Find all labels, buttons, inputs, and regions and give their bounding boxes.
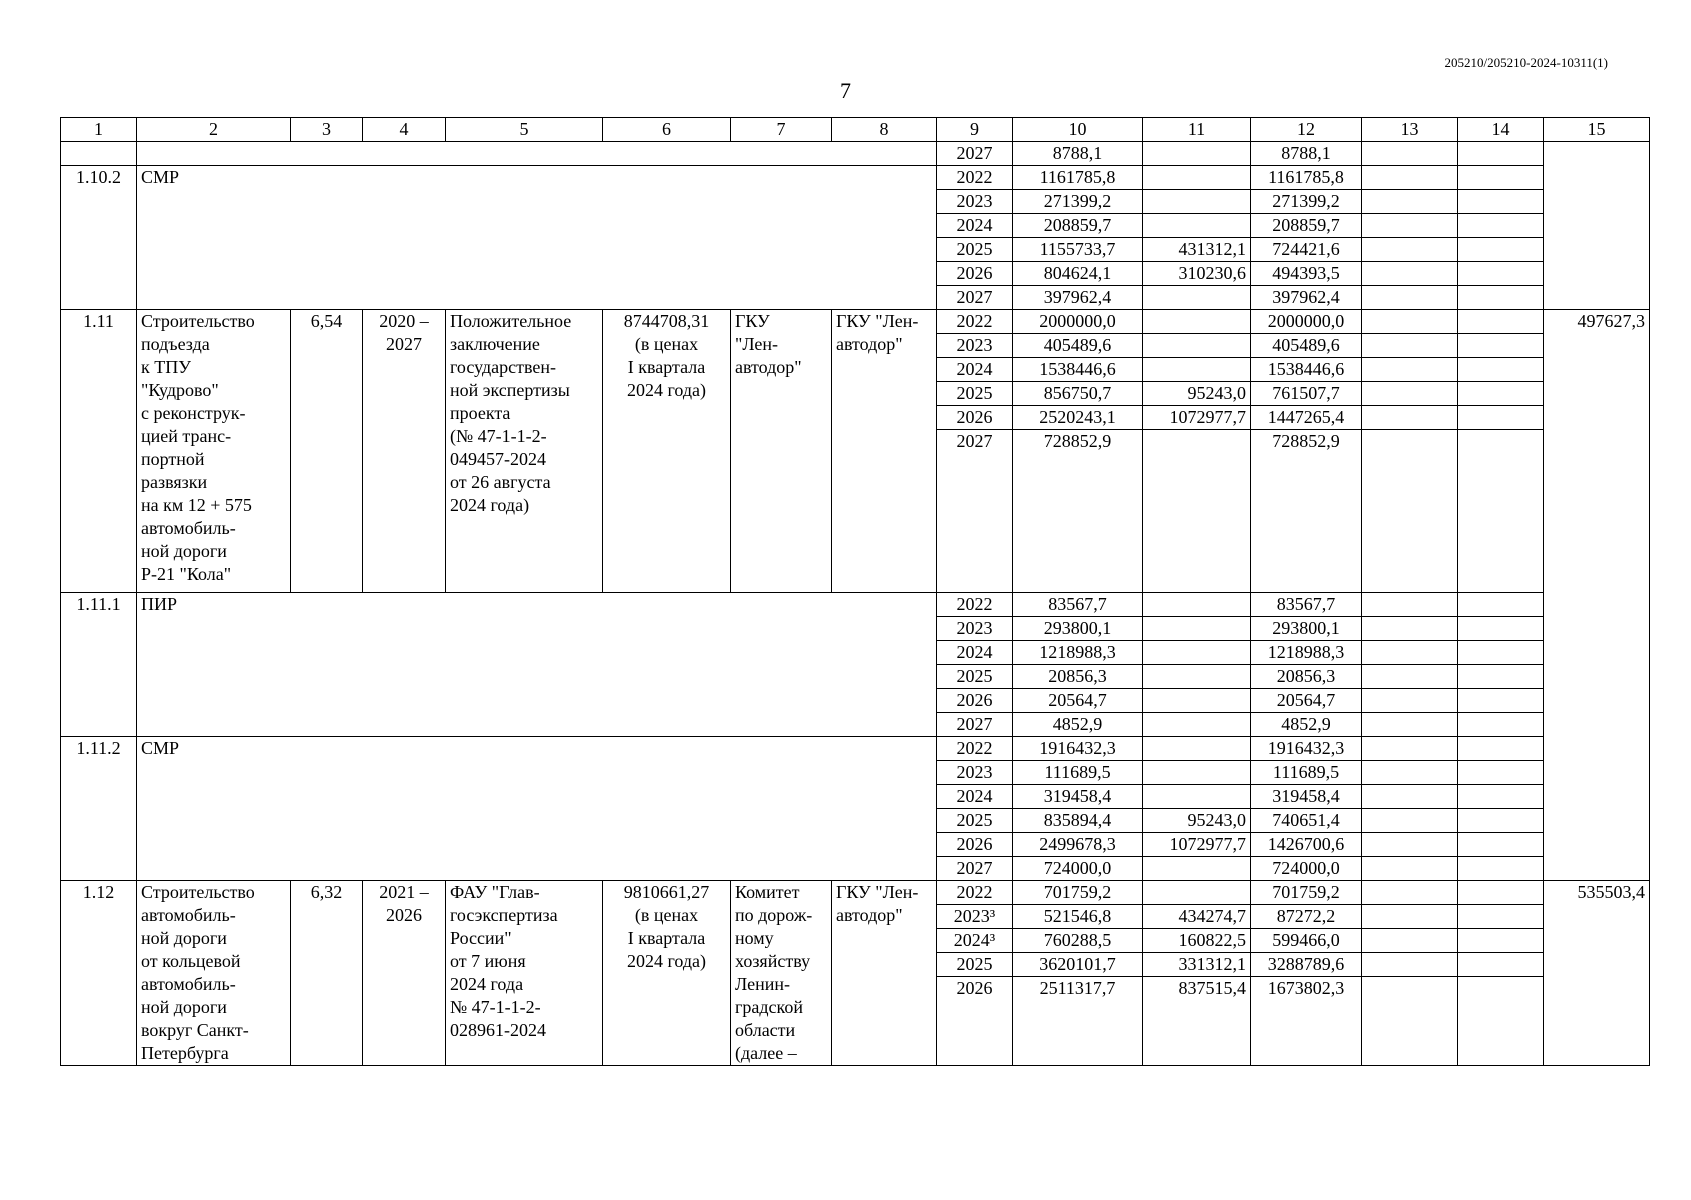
total-cell: 271399,2: [1013, 190, 1143, 214]
regional-cell: 20856,3: [1251, 665, 1362, 689]
regional-cell: 208859,7: [1251, 214, 1362, 238]
total-cell: 208859,7: [1013, 214, 1143, 238]
regional-cell: 740651,4: [1251, 809, 1362, 833]
total-cell: 4852,9: [1013, 713, 1143, 737]
empty-cell: [1362, 310, 1458, 334]
federal-cell: 160822,5: [1143, 929, 1251, 953]
column-header: 9: [937, 118, 1013, 142]
empty-cell: [1458, 785, 1544, 809]
table-row: [61, 142, 1650, 166]
page-number: 7: [840, 78, 851, 103]
total-cell: 20856,3: [1013, 665, 1143, 689]
item-name: СМР: [137, 737, 937, 881]
federal-cell: 331312,1: [1143, 953, 1251, 977]
regional-cell: 728852,9: [1251, 430, 1362, 593]
empty-cell: [1458, 953, 1544, 977]
customer-cell: ГКУ "Лен- автодор": [731, 310, 832, 593]
empty-cell: [137, 142, 937, 166]
empty-cell: [1458, 881, 1544, 905]
empty-cell: [1458, 358, 1544, 382]
year-cell: 2022: [937, 881, 1013, 905]
empty-cell: [1362, 953, 1458, 977]
year-cell: 2026: [937, 406, 1013, 430]
empty-cell: [1362, 334, 1458, 358]
federal-cell: 95243,0: [1143, 809, 1251, 833]
table-row: [61, 166, 1650, 190]
federal-cell: [1143, 785, 1251, 809]
total-cell: 804624,1: [1013, 262, 1143, 286]
total-cell: 83567,7: [1013, 593, 1143, 617]
federal-cell: 95243,0: [1143, 382, 1251, 406]
regional-cell: 1161785,8: [1251, 166, 1362, 190]
regional-cell: 1218988,3: [1251, 641, 1362, 665]
table-row: [61, 593, 1650, 617]
federal-cell: [1143, 689, 1251, 713]
empty-cell: [1458, 977, 1544, 1066]
year-cell: 2026: [937, 689, 1013, 713]
empty-cell: [1458, 593, 1544, 617]
federal-cell: [1143, 286, 1251, 310]
total-cell: 724000,0: [1013, 857, 1143, 881]
table-row: [61, 310, 1650, 334]
column-header: 6: [603, 118, 731, 142]
item-name: Строительство подъезда к ТПУ "Кудрово" с реконструк- цией транс- портной развязки на км 12 + 575 автомобиль- ной дороги Р-21 "Кола": [137, 310, 291, 593]
empty-cell: [1362, 761, 1458, 785]
column-header: 2: [137, 118, 291, 142]
empty-cell: [1458, 262, 1544, 286]
empty-cell: [1362, 905, 1458, 929]
item-number: 1.11.2: [61, 737, 137, 881]
regional-cell: 293800,1: [1251, 617, 1362, 641]
regional-cell: 494393,5: [1251, 262, 1362, 286]
total-cell: 760288,5: [1013, 929, 1143, 953]
empty-cell: [1362, 713, 1458, 737]
federal-cell: 1072977,7: [1143, 833, 1251, 857]
empty-cell: [1362, 358, 1458, 382]
customer-cell: Комитет по дорож- ному хозяйству Ленин- градской области (далее –: [731, 881, 832, 1066]
regional-cell: 405489,6: [1251, 334, 1362, 358]
total-cell: 701759,2: [1013, 881, 1143, 905]
empty-cell: [1362, 665, 1458, 689]
total-cell: 728852,9: [1013, 430, 1143, 593]
total-cell: 1916432,3: [1013, 737, 1143, 761]
year-cell: 2026: [937, 977, 1013, 1066]
empty-cell: [1458, 406, 1544, 430]
item-name: СМР: [137, 166, 937, 310]
total-cell: 2000000,0: [1013, 310, 1143, 334]
column-header: 5: [446, 118, 603, 142]
total-cell: 1538446,6: [1013, 358, 1143, 382]
federal-cell: [1143, 761, 1251, 785]
empty-cell: [1362, 382, 1458, 406]
federal-cell: [1143, 430, 1251, 593]
empty-cell: [1362, 881, 1458, 905]
year-cell: 2024: [937, 641, 1013, 665]
empty-cell: [1362, 262, 1458, 286]
federal-cell: [1143, 617, 1251, 641]
empty-cell: [1362, 238, 1458, 262]
total-cell: 8788,1: [1013, 142, 1143, 166]
regional-cell: 87272,2: [1251, 905, 1362, 929]
federal-cell: [1143, 334, 1251, 358]
total-cell: 3620101,7: [1013, 953, 1143, 977]
item-number: 1.12: [61, 881, 137, 1066]
empty-cell: [1362, 430, 1458, 593]
col15-cell: 535503,4: [1544, 881, 1650, 1066]
federal-cell: [1143, 358, 1251, 382]
federal-cell: [1143, 641, 1251, 665]
empty-cell: [1458, 310, 1544, 334]
federal-cell: [1143, 737, 1251, 761]
empty-cell: [1458, 617, 1544, 641]
column-header: 1: [61, 118, 137, 142]
empty-cell: [1458, 929, 1544, 953]
total-cell: 397962,4: [1013, 286, 1143, 310]
empty-cell: [1362, 641, 1458, 665]
column-header: 11: [1143, 118, 1251, 142]
empty-cell: [1362, 737, 1458, 761]
column-header: 15: [1544, 118, 1650, 142]
federal-cell: [1143, 214, 1251, 238]
total-cell: 293800,1: [1013, 617, 1143, 641]
column-header: 4: [363, 118, 446, 142]
empty-cell: [1362, 190, 1458, 214]
total-cell: 1155733,7: [1013, 238, 1143, 262]
year-cell: 2023: [937, 334, 1013, 358]
empty-cell: [1362, 142, 1458, 166]
total-cell: 2511317,7: [1013, 977, 1143, 1066]
year-cell: 2024: [937, 214, 1013, 238]
regional-cell: 3288789,6: [1251, 953, 1362, 977]
empty-cell: [1362, 617, 1458, 641]
period-cell: 2020 – 2027: [363, 310, 446, 593]
table-row: [61, 737, 1650, 761]
year-cell: 2027: [937, 286, 1013, 310]
federal-cell: 434274,7: [1143, 905, 1251, 929]
period-cell: 2021 – 2026: [363, 881, 446, 1066]
total-cell: 1161785,8: [1013, 166, 1143, 190]
empty-cell: [1362, 929, 1458, 953]
regional-cell: 701759,2: [1251, 881, 1362, 905]
regional-cell: 1426700,6: [1251, 833, 1362, 857]
regional-cell: 1916432,3: [1251, 737, 1362, 761]
empty-cell: [1458, 857, 1544, 881]
regional-cell: 271399,2: [1251, 190, 1362, 214]
federal-cell: 837515,4: [1143, 977, 1251, 1066]
year-cell: 2023: [937, 617, 1013, 641]
expertise-cell: ФАУ "Глав- госэкспертиза России" от 7 июня 2024 года № 47-1-1-2- 028961-2024: [446, 881, 603, 1066]
year-cell: 2022: [937, 593, 1013, 617]
empty-cell: [1362, 833, 1458, 857]
empty-cell: [1458, 809, 1544, 833]
column-header: 13: [1362, 118, 1458, 142]
empty-cell: [1458, 382, 1544, 406]
federal-cell: [1143, 665, 1251, 689]
regional-cell: 599466,0: [1251, 929, 1362, 953]
empty-cell: [1458, 761, 1544, 785]
empty-cell: [1458, 905, 1544, 929]
column-header: 14: [1458, 118, 1544, 142]
empty-cell: [1458, 430, 1544, 593]
year-cell: 2027: [937, 713, 1013, 737]
federal-cell: [1143, 142, 1251, 166]
total-cell: 2520243,1: [1013, 406, 1143, 430]
empty-cell: [1362, 593, 1458, 617]
item-number: 1.11.1: [61, 593, 137, 737]
empty-cell: [1458, 641, 1544, 665]
item-number: 1.10.2: [61, 166, 137, 310]
federal-cell: 1072977,7: [1143, 406, 1251, 430]
year-cell: 2023³: [937, 905, 1013, 929]
developer-cell: ГКУ "Лен- автодор": [832, 881, 937, 1066]
federal-cell: [1143, 881, 1251, 905]
cost-cell: 8744708,31 (в ценах I квартала 2024 года): [603, 310, 731, 593]
regional-cell: 8788,1: [1251, 142, 1362, 166]
regional-cell: 20564,7: [1251, 689, 1362, 713]
federal-cell: [1143, 593, 1251, 617]
table-row: [61, 881, 1650, 905]
empty-cell: [1458, 737, 1544, 761]
empty-cell: [1362, 286, 1458, 310]
year-cell: 2022: [937, 310, 1013, 334]
year-cell: 2025: [937, 382, 1013, 406]
regional-cell: 1673802,3: [1251, 977, 1362, 1066]
empty-cell: [1362, 689, 1458, 713]
column-header: 7: [731, 118, 832, 142]
regional-cell: 1447265,4: [1251, 406, 1362, 430]
column-header: 10: [1013, 118, 1143, 142]
regional-cell: 83567,7: [1251, 593, 1362, 617]
year-cell: 2027: [937, 142, 1013, 166]
empty-cell: [1362, 977, 1458, 1066]
federal-cell: [1143, 166, 1251, 190]
table-body: [61, 142, 1650, 1066]
regional-cell: 4852,9: [1251, 713, 1362, 737]
empty-cell: [1458, 238, 1544, 262]
year-cell: 2024: [937, 785, 1013, 809]
federal-cell: [1143, 310, 1251, 334]
regional-cell: 1538446,6: [1251, 358, 1362, 382]
year-cell: 2025: [937, 953, 1013, 977]
empty-cell: [1458, 334, 1544, 358]
empty-cell: [1458, 689, 1544, 713]
total-cell: 20564,7: [1013, 689, 1143, 713]
federal-cell: [1143, 190, 1251, 214]
year-cell: 2026: [937, 833, 1013, 857]
empty-cell: [1362, 214, 1458, 238]
regional-cell: 397962,4: [1251, 286, 1362, 310]
regional-cell: 724421,6: [1251, 238, 1362, 262]
year-cell: 2027: [937, 857, 1013, 881]
cost-cell: 9810661,27 (в ценах I квартала 2024 года): [603, 881, 731, 1066]
empty-cell: [1458, 713, 1544, 737]
year-cell: 2025: [937, 238, 1013, 262]
total-cell: 405489,6: [1013, 334, 1143, 358]
year-cell: 2025: [937, 809, 1013, 833]
document-id: 205210/205210-2024-10311(1): [1444, 55, 1608, 70]
federal-cell: 431312,1: [1143, 238, 1251, 262]
year-cell: 2024³: [937, 929, 1013, 953]
col15-cell: 497627,3: [1544, 310, 1650, 881]
length-cell: 6,32: [291, 881, 363, 1066]
regional-cell: 319458,4: [1251, 785, 1362, 809]
empty-cell: [1458, 142, 1544, 166]
federal-cell: [1143, 713, 1251, 737]
year-cell: 2023: [937, 761, 1013, 785]
year-cell: 2027: [937, 430, 1013, 593]
empty-cell: [1458, 833, 1544, 857]
total-cell: 835894,4: [1013, 809, 1143, 833]
developer-cell: ГКУ "Лен- автодор": [832, 310, 937, 593]
year-cell: 2024: [937, 358, 1013, 382]
empty-cell: [1362, 406, 1458, 430]
column-number-row: [61, 118, 1650, 142]
federal-cell: [1143, 857, 1251, 881]
item-number: 1.11: [61, 310, 137, 593]
regional-cell: 724000,0: [1251, 857, 1362, 881]
expertise-cell: Положительное заключение государствен- ной экспертизы проекта (№ 47-1-1-2- 049457-2024 от 26 августа 2024 года): [446, 310, 603, 593]
item-name: ПИР: [137, 593, 937, 737]
empty-cell: [61, 142, 137, 166]
total-cell: 521546,8: [1013, 905, 1143, 929]
empty-cell: [1362, 857, 1458, 881]
empty-cell: [1362, 785, 1458, 809]
total-cell: 319458,4: [1013, 785, 1143, 809]
column-header: 12: [1251, 118, 1362, 142]
year-cell: 2026: [937, 262, 1013, 286]
empty-cell: [1362, 809, 1458, 833]
item-name: Строительство автомобиль- ной дороги от кольцевой автомобиль- ной дороги вокруг Санкт- Петербурга: [137, 881, 291, 1066]
total-cell: 1218988,3: [1013, 641, 1143, 665]
regional-cell: 111689,5: [1251, 761, 1362, 785]
empty-cell: [1458, 665, 1544, 689]
regional-cell: 2000000,0: [1251, 310, 1362, 334]
main-table: [60, 117, 1650, 1066]
column-header: 3: [291, 118, 363, 142]
total-cell: 2499678,3: [1013, 833, 1143, 857]
empty-cell: [1458, 190, 1544, 214]
year-cell: 2023: [937, 190, 1013, 214]
year-cell: 2022: [937, 737, 1013, 761]
total-cell: 111689,5: [1013, 761, 1143, 785]
empty-cell: [1458, 214, 1544, 238]
column-header: 8: [832, 118, 937, 142]
empty-cell: [1362, 166, 1458, 190]
federal-cell: 310230,6: [1143, 262, 1251, 286]
year-cell: 2025: [937, 665, 1013, 689]
total-cell: 856750,7: [1013, 382, 1143, 406]
empty-cell: [1458, 166, 1544, 190]
col15-cell: [1544, 142, 1650, 310]
regional-cell: 761507,7: [1251, 382, 1362, 406]
year-cell: 2022: [937, 166, 1013, 190]
empty-cell: [1458, 286, 1544, 310]
length-cell: 6,54: [291, 310, 363, 593]
